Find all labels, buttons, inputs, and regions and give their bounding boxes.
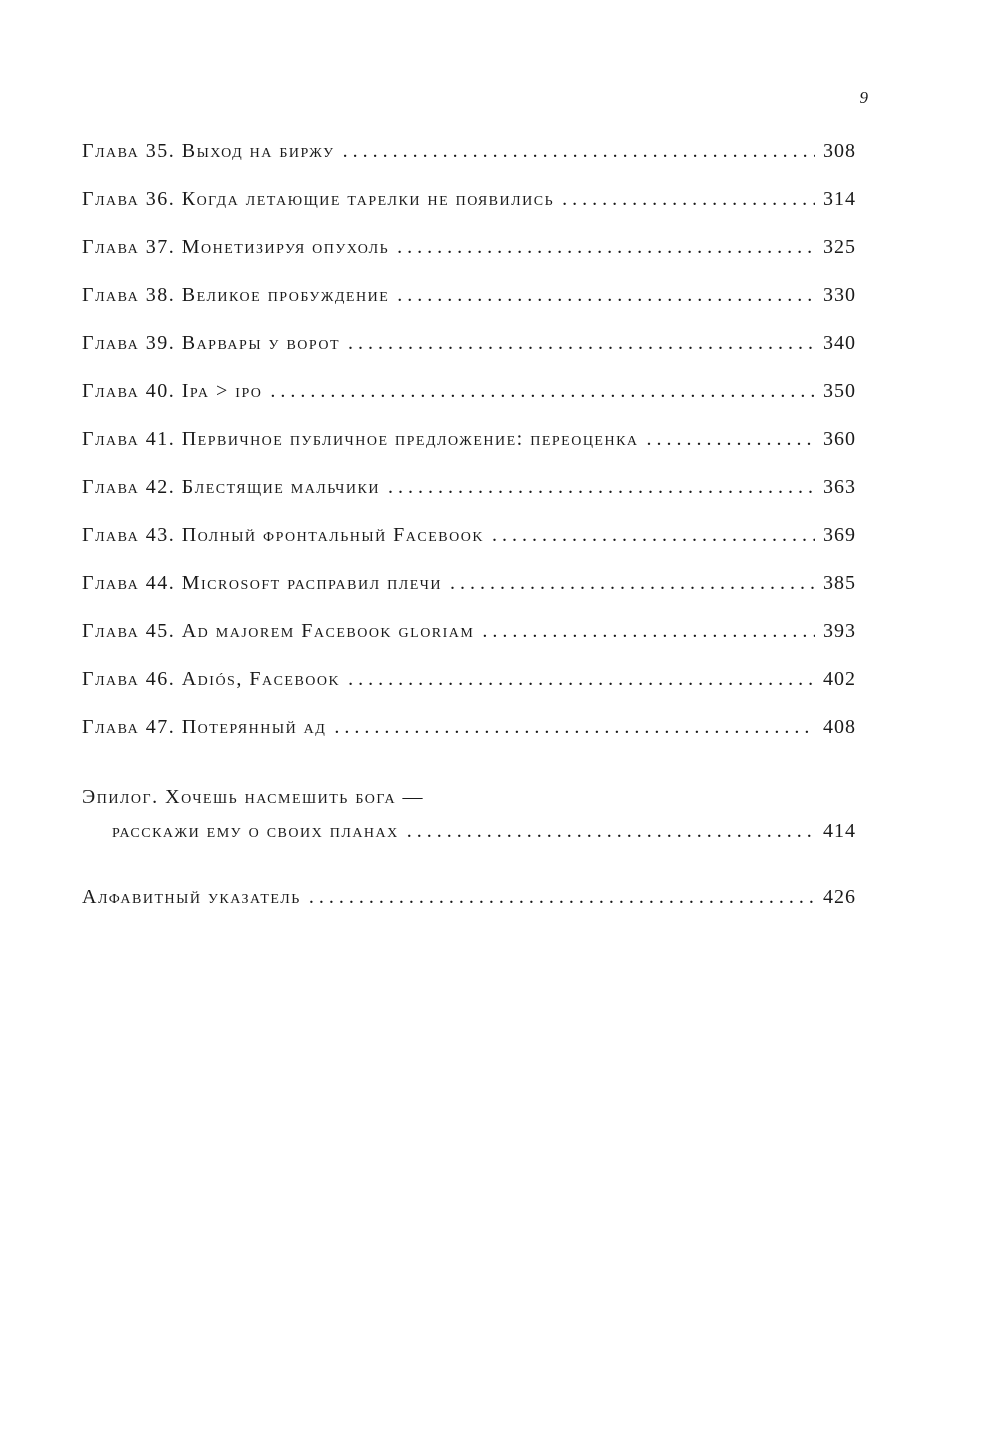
toc-entry-page: 385 (823, 572, 856, 594)
toc-entry-chapter-41[interactable] (82, 428, 856, 476)
toc-entry-chapter-45[interactable] (82, 620, 856, 668)
toc-entry-index[interactable] (82, 886, 856, 934)
toc-entry-title: Глава 44. Microsoft расправил плечи (82, 572, 442, 594)
toc-entry-title: Глава 37. Монетизируя опухоль (82, 236, 390, 258)
toc-entry-title: Глава 38. Великое пробуждение (82, 284, 390, 306)
toc-entry-chapter-47[interactable] (82, 716, 856, 764)
toc-entry-epilogue[interactable] (82, 786, 856, 868)
toc-entry-title: Глава 42. Блестящие мальчики (82, 476, 380, 498)
toc-entry-chapter-37[interactable] (82, 236, 856, 284)
toc-entry-page: 402 (823, 668, 856, 690)
epilogue-title-line2: расскажи ему о своих планах (112, 820, 399, 842)
dot-leader (482, 620, 815, 643)
toc-entry-title: Глава 36. Когда летающие тарелки не появились (82, 188, 555, 210)
dot-leader (270, 380, 815, 403)
toc-entry-chapter-40[interactable] (82, 380, 856, 428)
dot-leader (348, 332, 815, 355)
toc-entry-page: 363 (823, 476, 856, 498)
toc-entry-title: Глава 47. Потерянный ад (82, 716, 327, 738)
dot-leader (388, 476, 815, 499)
toc-entry-title: Глава 40. Ipa > ipo (82, 380, 263, 402)
dot-leader (343, 140, 815, 163)
dot-leader (397, 284, 815, 307)
toc-entry-page: 369 (823, 524, 856, 546)
toc-entry-page: 360 (823, 428, 856, 450)
toc-entry-chapter-36[interactable] (82, 188, 856, 236)
toc-entry-title: Глава 43. Полный фронтальный Facebook (82, 524, 484, 546)
toc-entry-chapter-38[interactable] (82, 284, 856, 332)
toc-entry-title: Глава 46. Adiós, Facebook (82, 668, 341, 690)
dot-leader (309, 886, 815, 909)
toc-entry-title: Глава 35. Выход на биржу (82, 140, 335, 162)
toc-entry-chapter-46[interactable] (82, 668, 856, 716)
toc-entry-chapter-43[interactable] (82, 524, 856, 572)
dot-leader (334, 716, 815, 739)
toc-entry-page: 350 (823, 380, 856, 402)
toc-entry-title: Глава 45. Ad majorem Facebook gloriam (82, 620, 475, 642)
dot-leader (450, 572, 815, 595)
dot-leader (562, 188, 815, 211)
toc-entry-page: 308 (823, 140, 856, 162)
dot-leader (407, 820, 815, 843)
toc-entry-page: 325 (823, 236, 856, 258)
toc-entry-title: Алфавитный указатель (82, 886, 301, 908)
dot-leader (492, 524, 815, 547)
toc-entry-page: 414 (823, 820, 856, 842)
page-number: 9 (859, 88, 868, 107)
toc-entry-chapter-44[interactable] (82, 572, 856, 620)
toc-entry-page: 330 (823, 284, 856, 306)
toc-entry-title: Глава 41. Первичное публичное предложение: переоценка (82, 428, 639, 450)
dot-leader (647, 428, 815, 451)
toc-entry-title: Глава 39. Варвары у ворот (82, 332, 341, 354)
toc-entry-page: 393 (823, 620, 856, 642)
toc-entry-page: 408 (823, 716, 856, 738)
toc-entry-page: 340 (823, 332, 856, 354)
toc-entry-page: 314 (823, 188, 856, 210)
epilogue-title-line1: Эпилог. Хочешь насмешить бога — (82, 786, 425, 808)
table-of-contents (82, 140, 856, 764)
dot-leader (397, 236, 815, 259)
toc-entry-page: 426 (823, 886, 856, 908)
dot-leader (348, 668, 815, 691)
toc-entry-chapter-42[interactable] (82, 476, 856, 524)
toc-entry-chapter-39[interactable] (82, 332, 856, 380)
toc-entry-chapter-35[interactable] (82, 140, 856, 188)
epilogue-row (82, 820, 856, 868)
